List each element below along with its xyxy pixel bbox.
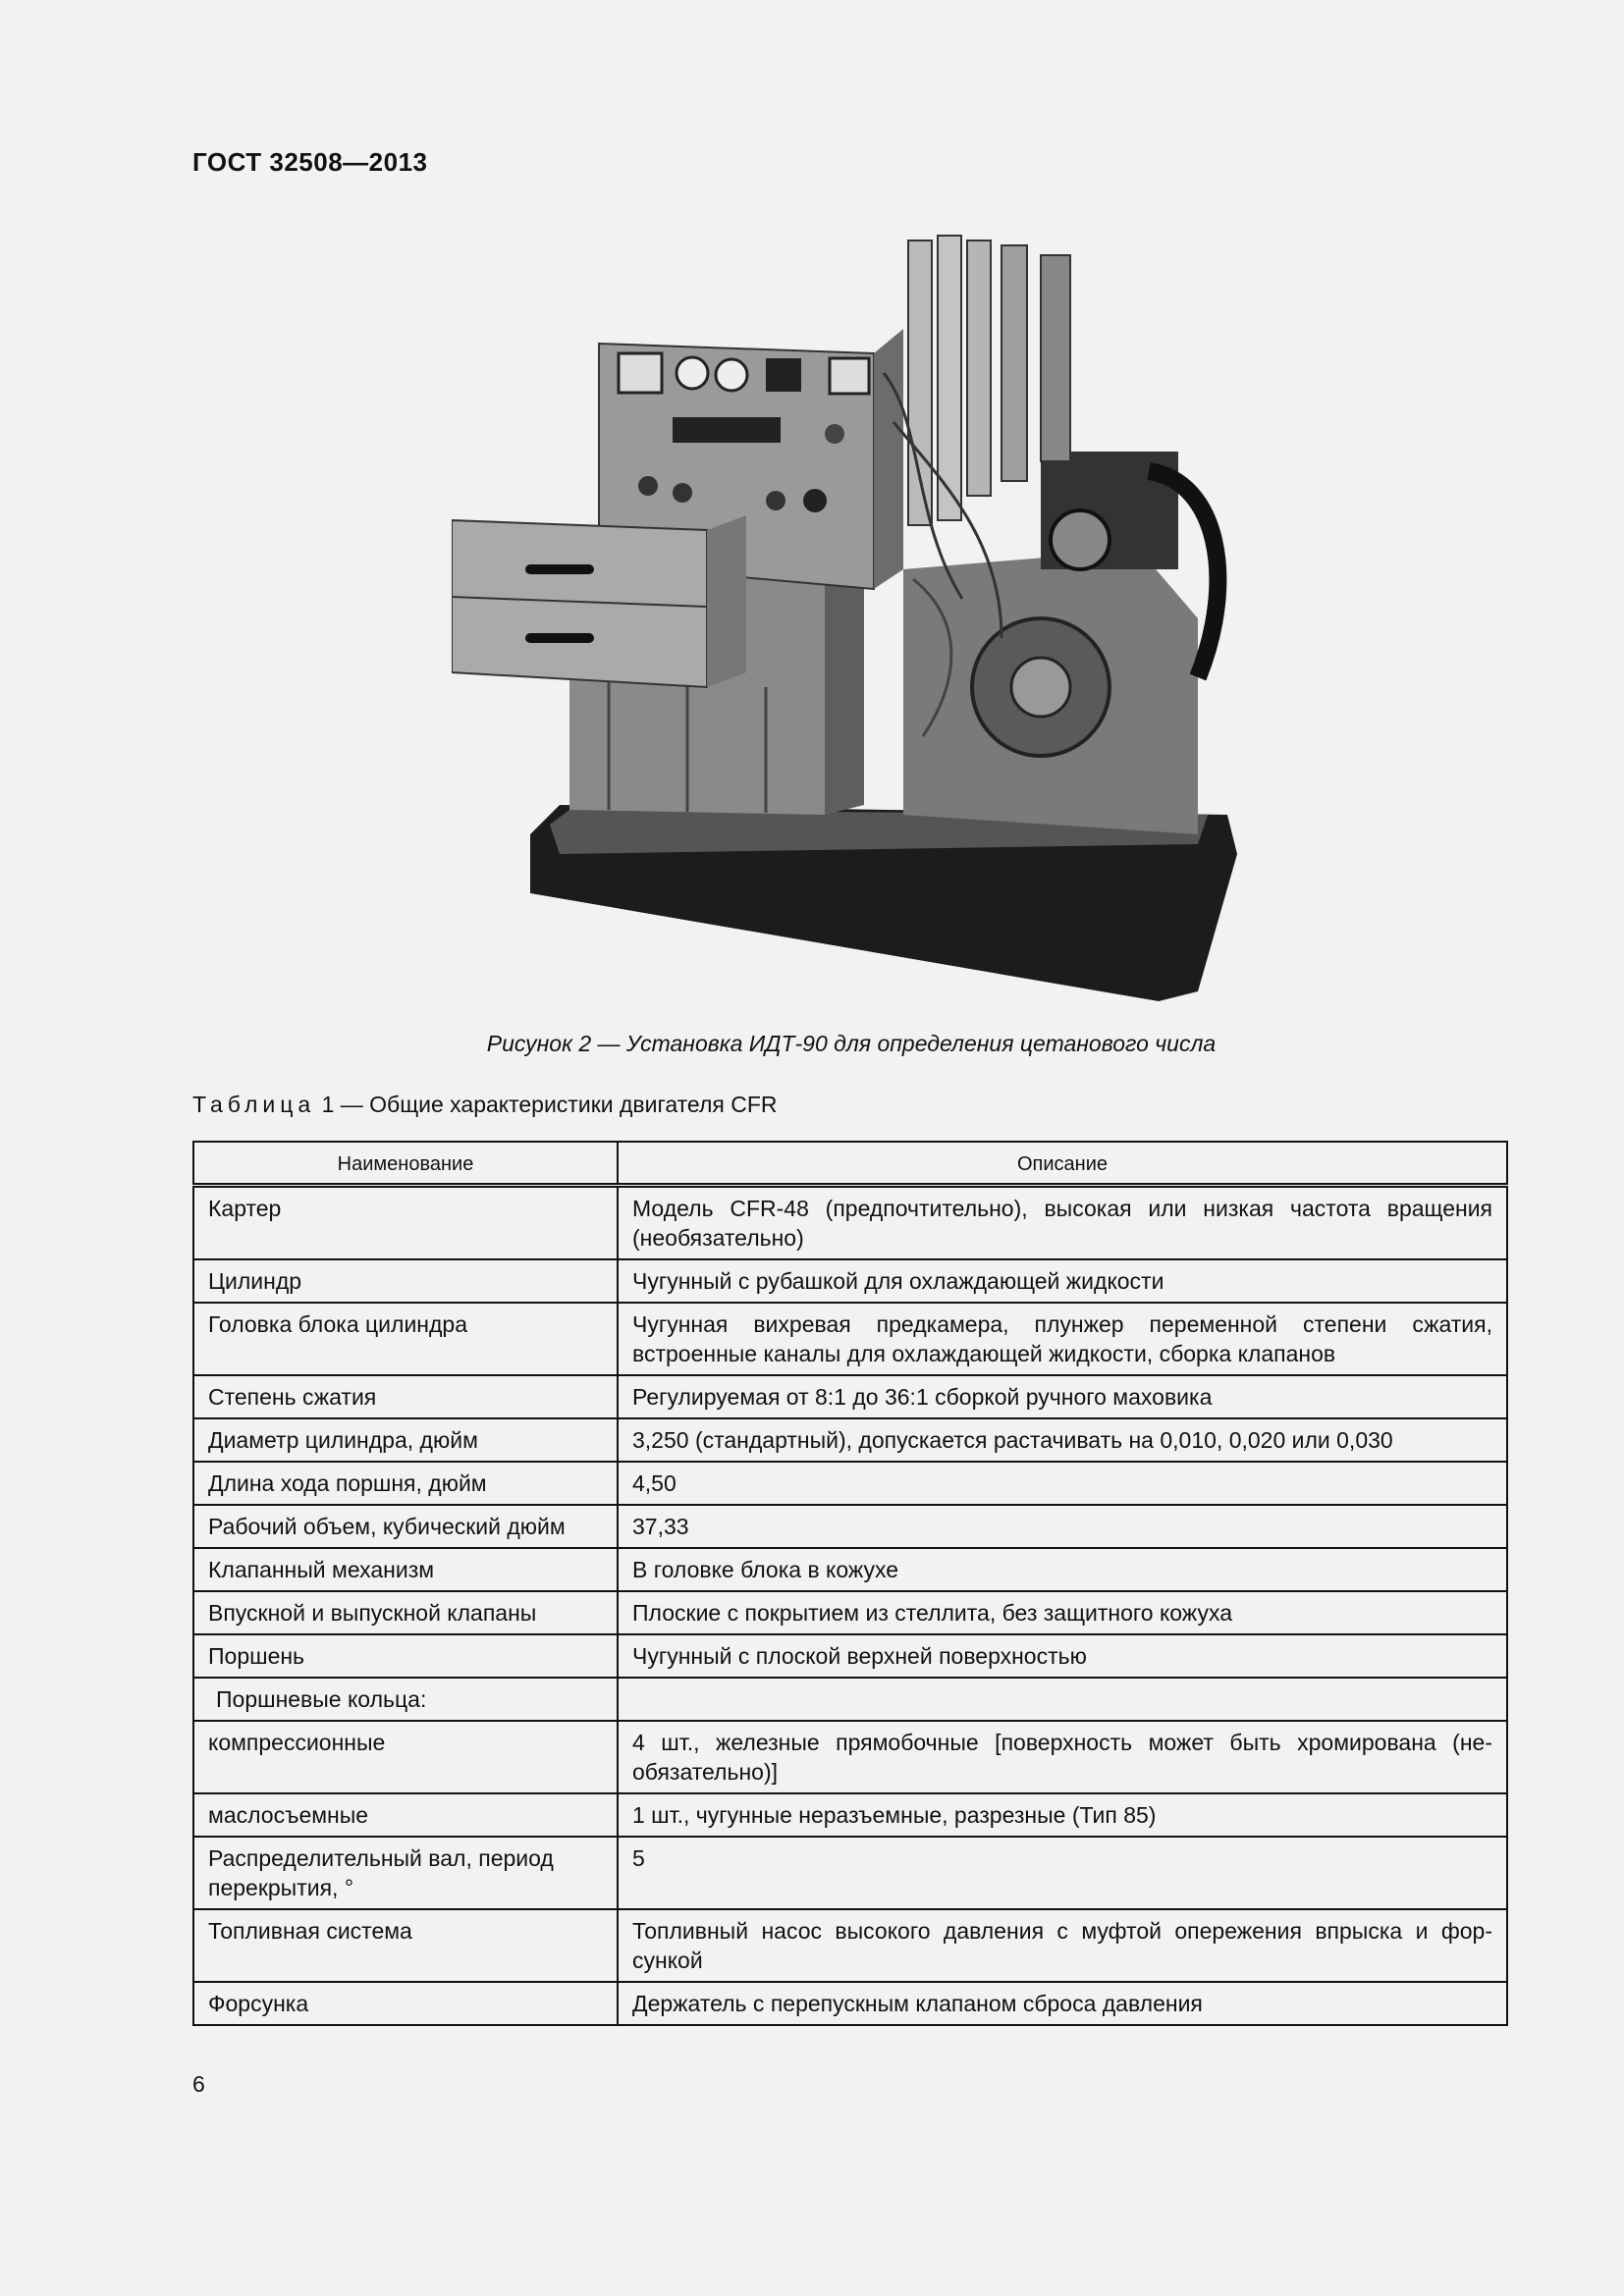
apparatus-illustration (452, 226, 1257, 1011)
row-name: Диаметр цилиндра, дюйм (193, 1418, 618, 1462)
table-title (192, 1092, 778, 1118)
row-name: Рабочий объем, кубический дюйм (193, 1505, 618, 1548)
gauge-right (830, 358, 869, 394)
table-row (193, 1837, 1507, 1909)
row-name: маслосъемные (193, 1793, 618, 1837)
table-row (193, 1418, 1507, 1462)
row-description: Регулируемая от 8:1 до 36:1 сборкой ручного маховика (618, 1375, 1507, 1418)
row-description (618, 1678, 1507, 1721)
row-name: Топливная система (193, 1909, 618, 1982)
row-description: Чугунная вихревая предкамера, плунжер переменной степени сжатия, встроенные каналы для охлаждающей жидкости, сборка клапанов (618, 1303, 1507, 1375)
table-row (193, 1505, 1507, 1548)
row-name: Впускной и выпускной клапаны (193, 1591, 618, 1634)
row-name: Клапанный механизм (193, 1548, 618, 1591)
compression-handwheel (1051, 510, 1110, 569)
panel-knob-5 (803, 489, 827, 512)
row-description: 5 (618, 1837, 1507, 1909)
gauge-round-1 (677, 357, 708, 389)
row-name: Картер (193, 1186, 618, 1260)
table-row (193, 1793, 1507, 1837)
gauge-left (619, 353, 662, 393)
row-description: Модель CFR-48 (предпочтительно), высокая или низкая частота вращения (необязательно) (618, 1186, 1507, 1260)
row-name: Распределительный вал, период перекрытия, ° (193, 1837, 618, 1909)
figure-idt90-apparatus (452, 226, 1257, 1011)
table-row (193, 1909, 1507, 1982)
row-name: компрессионные (193, 1721, 618, 1793)
row-description: Плоские с покрытием из стеллита, без защитного кожуха (618, 1591, 1507, 1634)
table-title-text: 1 — Общие характеристики двигателя CFR (315, 1092, 778, 1117)
fuel-tube-5 (1041, 255, 1070, 461)
row-description: 4 шт., железные прямобочные [поверхность может быть хромирована (не-обязательно)] (618, 1721, 1507, 1793)
engine-hub (1011, 658, 1070, 717)
table-row (193, 1303, 1507, 1375)
table-row (193, 1548, 1507, 1591)
table-row (193, 1634, 1507, 1678)
table-row (193, 1591, 1507, 1634)
row-description: В головке блока в кожухе (618, 1548, 1507, 1591)
table-row (193, 1186, 1507, 1260)
table-row (193, 1982, 1507, 2025)
table-title-prefix: Таблица (192, 1092, 316, 1117)
engine-specs-table (192, 1141, 1508, 2026)
row-name: Поршневые кольца: (193, 1678, 618, 1721)
row-description: Топливный насос высокого давления с муфтой опережения впрыска и фор-сункой (618, 1909, 1507, 1982)
drawer-box-side (707, 515, 746, 687)
document-header: ГОСТ 32508—2013 (192, 147, 428, 177)
row-name: Степень сжатия (193, 1375, 618, 1418)
column-header-description: Описание (618, 1142, 1507, 1186)
drawer-box (452, 520, 707, 687)
display-square (766, 358, 801, 392)
row-name: Форсунка (193, 1982, 618, 2025)
row-description: 1 шт., чугунные неразъемные, разрезные (Тип 85) (618, 1793, 1507, 1837)
page-number: 6 (192, 2071, 205, 2097)
table-row (193, 1375, 1507, 1418)
drawer-handle-2 (525, 633, 594, 643)
digital-display (673, 417, 781, 443)
table-header-row (193, 1142, 1507, 1186)
row-description: Держатель с перепускным клапаном сброса давления (618, 1982, 1507, 2025)
row-description: 4,50 (618, 1462, 1507, 1505)
panel-knob-4 (766, 491, 785, 510)
gauge-round-2 (716, 359, 747, 391)
row-name: Длина хода поршня, дюйм (193, 1462, 618, 1505)
fuel-tube-4 (1001, 245, 1027, 481)
row-description: 3,250 (стандартный), допускается растачивать на 0,010, 0,020 или 0,030 (618, 1418, 1507, 1462)
panel-knob-1 (825, 424, 844, 444)
row-description: Чугунный с рубашкой для охлаждающей жидкости (618, 1259, 1507, 1303)
row-name: Головка блока цилиндра (193, 1303, 618, 1375)
row-name: Цилиндр (193, 1259, 618, 1303)
table-row (193, 1259, 1507, 1303)
fuel-tube-3 (967, 240, 991, 496)
table-row (193, 1678, 1507, 1721)
panel-knob-2 (638, 476, 658, 496)
panel-knob-3 (673, 483, 692, 503)
drawer-handle-1 (525, 564, 594, 574)
row-description: 37,33 (618, 1505, 1507, 1548)
figure-caption: Рисунок 2 — Установка ИДТ-90 для определения цетанового числа (486, 1031, 1217, 1056)
row-name: Поршень (193, 1634, 618, 1678)
column-header-name: Наименование (193, 1142, 618, 1186)
control-panel-side (874, 329, 903, 589)
row-description: Чугунный с плоской верхней поверхностью (618, 1634, 1507, 1678)
table-row (193, 1721, 1507, 1793)
table-row (193, 1462, 1507, 1505)
